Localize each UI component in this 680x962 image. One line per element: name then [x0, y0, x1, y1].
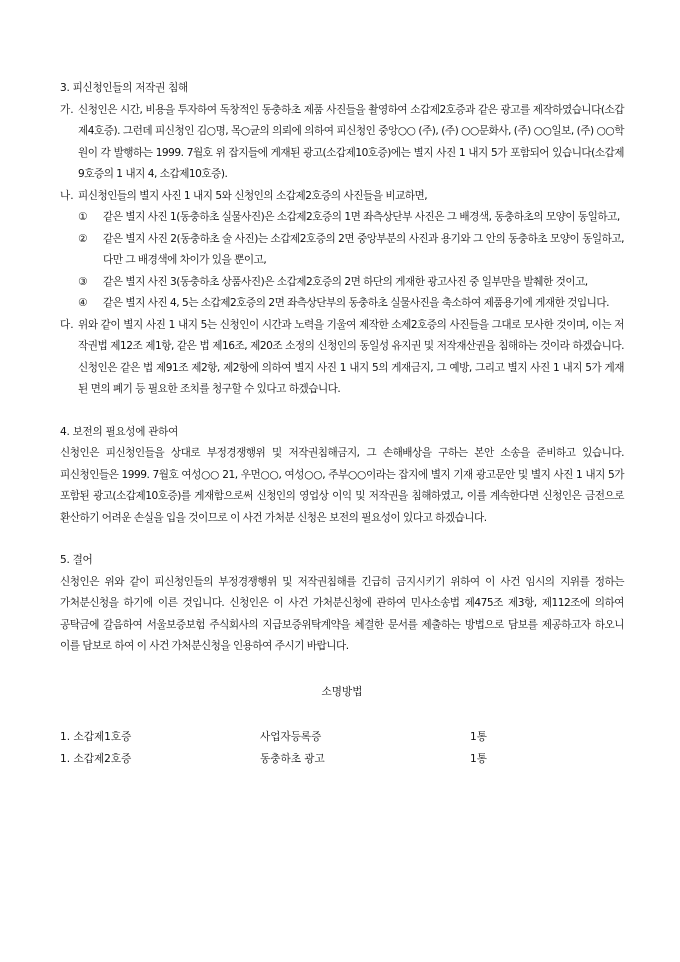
item-marker: 다.: [60, 318, 74, 331]
item-marker: 나.: [60, 189, 74, 202]
evidence-count: 1통: [470, 731, 487, 743]
evidence-name: 동충하초 광고: [260, 752, 325, 765]
evidence-row: [60, 727, 624, 749]
circled-number: ①: [78, 211, 88, 223]
sub-item-2: [60, 229, 624, 272]
section-4-body: 신청인은 피신청인들을 상대로 부정경쟁행위 및 저작권침해금지, 그 손해배상을 구하는 본안 소송을 준비하고 있습니다. 피신청인들은 1999. 7월호 여성○○ 21, 우먼○○, 여성○○, 주부○○이라는 잡지에 별지 기재 광고문안 및 별지 사진 1 내지 5가 포함된 광고(소갑제10호증)를 게재함으로써 신청인의 영업상 이익 및 저작권을 침해하였고, 이를 계속한다면 신청인은 금전으로 환산하기 어려운 손실을 입을 것이므로 이 사건 가처분 신청은 보전의 필요성이 있다고 하겠습니다.: [60, 447, 624, 524]
section-3-item-da: [60, 315, 624, 401]
evidence-row: [60, 749, 624, 771]
sub-item-text: 같은 별지 사진 4, 5는 소갑제2호증의 2면 좌측상단부의 동충하초 실물사진을 축소하여 제품용기에 게재한 것입니다.: [103, 297, 609, 309]
section-4-title: 4. 보전의 필요성에 관하여: [60, 425, 179, 438]
item-marker: 가.: [60, 103, 74, 116]
evidence-number: 1. 소갑제2호증: [60, 752, 132, 765]
evidence-count: 1통: [470, 752, 487, 765]
circled-number: ③: [78, 275, 88, 288]
evidence-name: 사업자등록증: [260, 731, 322, 743]
circled-number: ②: [78, 232, 88, 245]
sub-item-text: 같은 별지 사진 2(동충하초 술 사진)는 소갑제2호증의 2면 중앙부분의 사진과 용기와 그 안의 동충하초 모양이 동일하고, 다만 그 배경색에 차이가 있을 뿐이고,: [103, 232, 624, 266]
item-text: 신청인은 시간, 비용을 투자하여 독창적인 동충하초 제품 사진들을 촬영하여 소갑제2호증과 같은 광고를 제작하였습니다(소갑제4호증). 그런데 피신청인 김○명, 목○균의 의뢰에 의하여 피신청인 중앙○○ (주), (주) ○○문화사, (주) ○○일보, (주) ○○학원이 각 발행하는 1999. 7월호 위 잡지들에 게재된 광고(소갑제10호증)에는 별지 사진 1 내지 5가 포함되어 있습니다(소갑제9호증의 1 내지 4, 소갑제10호증).: [78, 103, 624, 180]
item-text: 위와 같이 별지 사진 1 내지 5는 신청인이 시간과 노력을 기울여 제작한 소제2호증의 사진들을 그대로 모사한 것이며, 이는 저작권법 제12조 제1항, 같은 법 제16조, 제20조 소정의 신청인의 동일성 유지권 및 저작재산권을 침해하는 것이라 하겠습니다. 신청인은 같은 법 제91조 제2항, 제2항에 의하여 별지 사진 1 내지 5의 게재금지, 그 예방, 그리고 별지 사진 1 내지 5가 게재된 면의 폐기 등 필요한 조치를 청구할 수 있다고 하겠습니다.: [78, 318, 624, 395]
section-5-title: 5. 결어: [60, 554, 93, 566]
sub-item-text: 같은 별지 사진 1(동충하초 실물사진)은 소갑제2호증의 1면 좌측상단부 사진은 그 배경색, 동충하초의 모양이 동일하고,: [103, 211, 620, 223]
sub-item-text: 같은 별지 사진 3(동충하초 상품사진)은 소갑제2호증의 2면 하단의 게재한 광고사진 중 일부만을 발췌한 것이고,: [103, 275, 588, 288]
section-3-item-na: [60, 186, 624, 208]
sub-item-4: [60, 293, 624, 315]
section-3-item-ga: [60, 100, 624, 186]
sub-item-3: [60, 272, 624, 294]
circled-number: ④: [78, 297, 88, 309]
section-5-body: 신청인은 위와 같이 피신청인들의 부정경쟁행위 및 저작권침해를 긴급히 금지시키기 위하여 이 사건 임시의 지위를 정하는 가처분신청을 하기에 이른 것입니다. 신청인은 이 사건 가처분신청에 관하여 민사소송법 제475조 제3항, 제112조에 의하여 공탁금에 갈음하여 서울보증보험 주식회사의 지급보증위탁계약을 체결한 문서를 제출하는 방법으로 담보를 제공하고자 하오니 이를 담보로 하여 이 사건 가처분신청을 인용하여 주시기 바랍니다.: [60, 575, 624, 652]
evidence-number: 1. 소갑제1호증: [60, 731, 132, 743]
evidence-title: 소명방법: [321, 685, 363, 698]
section-3-title: 3. 피신청인들의 저작권 침해: [60, 82, 188, 94]
item-text: 피신청인들의 별지 사진 1 내지 5와 신청인의 소갑제2호증의 사진들을 비교하면,: [78, 189, 428, 202]
sub-item-1: [60, 207, 624, 229]
